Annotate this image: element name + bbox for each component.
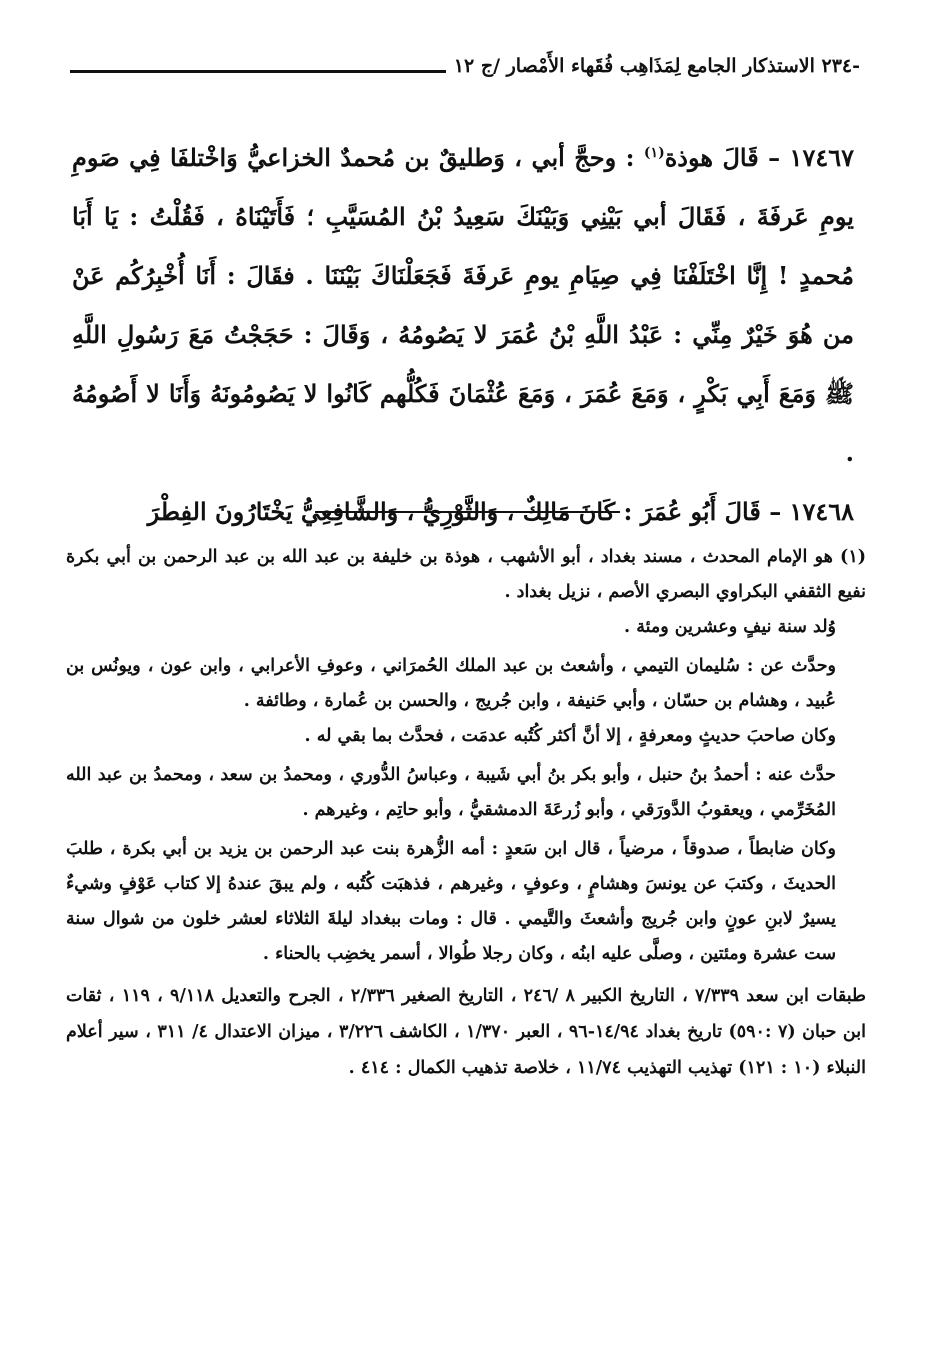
header-rule: [70, 70, 446, 73]
entry-text: : وحجَّ أبي ، وَطليقٌ بن مُحمدٌ الخزاعيُّ وَاخْتلفَا فِي صَومِ يومِ عَرفَةَ ، فَقَالَ أبي بَيْنِي وَبَيْنَكَ سَعِيدُ بْنُ المُسَيَّبِ ؛ فَأَتَيْنَاهُ ، فَقُلْتُ : يَا أَبَا مُحمدٍ ! إِنَّا اخْتَلَفْنَا فِي صِيَامِ يومِ عَرفَةَ فَجَعَلْنَاكَ بَيْنَنَا . فقَالَ : أَنَا أُخْبِرُكُم عَنْ من هُوَ خَيْرٌ مِنِّي : عَبْدُ اللَّهِ بْنُ عُمَرَ لا يَصُومُهُ ، وَقَالَ : حَجَجْتُ مَعَ رَسُولِ اللَّهِ ﷺ وَمَعَ أَبِي بَكْرٍ ، وَمَعَ عُمَرَ ، وَمَعَ عُثْمَانَ فَكُلُّهم كَانُوا لا يَصُومُونَهُ وَأَنَا لا أَصُومُهُ .: [72, 143, 854, 467]
footnote-biography: وكان ضابطاً ، صدوقاً ، مرضياً ، قال ابن سَعدٍ : أمه الزُّهرة بنت عبد الرحمن بن يزيد بن أبي بكرة ، طلبَ الحديثَ ، وكتبَ عن يونسَ وهشامٍ ، وعوفٍ ، وغيرهم ، فذهبَت كُتُبه ، ولم يبقَ عندهُ إلا كتاب عَوْفٍ وشيءٌ يسيرٌ لابنِ عونٍ وابن جُريج وأشعثَ والتَّيمي . قال : ومات ببغداد ليلةَ الثلاثاء لعشر خلون من شوال سنة ست عشرة ومئتين ، وصلَّى عليه ابنُه ، وكان رجلا طُوالا ، أسمر يخضِب بالحناء .: [66, 839, 836, 964]
footnote-separator: [315, 511, 620, 513]
footnote-books: وكان صاحبَ حديثٍ ومعرفةٍ ، إلا أنَّ أكثر كُتُبه عدمَت ، فحدَّث بما بقي له .: [304, 726, 836, 746]
main-text: [72, 128, 854, 541]
footnote-references: طبقات ابن سعد ٧/٣٣٩ ، التاريخ الكبير ٨ /٢٤٦ ، التاريخ الصغير ٢/٣٣٦ ، الجرح والتعديل ٩/١١٨ ، ١١٩ ، ثقات ابن حبان (٧ :٥٩٠) تاريخ بغداد ١٤/٩٤-٩٦ ، العبر ١/٣٧٠ ، الكاشف ٣/٢٢٦ ، ميزان الاعتدال ٤/ ٣١١ ، سير أعلام النبلاء (١٠ : ١٢١) تهذيب التهذيب ١١/٧٤ ، خلاصة تذهيب الكمال : ٤١٤ .: [66, 986, 866, 1078]
footnotes: [66, 540, 866, 1086]
footnote-students: حدَّث عنه : أحمدُ بنُ حنبل ، وأبو بكر بنُ أبي شَيبة ، وعباسُ الدُّوري ، ومحمدُ بن سعد ، ومحمدُ بن عبد الله المُخَرِّمي ، ويعقوبُ الدَّورَقي ، وأبو زُرعَةَ الدمشقيُّ ، وأبو حاتِم ، وغيرهم .: [66, 765, 836, 820]
footnote-reference: (١): [643, 145, 665, 161]
running-header: [70, 46, 860, 86]
entry-17467: [72, 128, 854, 482]
entry-number: ١٧٤٦٨: [789, 497, 854, 526]
header-title: -٢٣٤ الاستذكار الجامع لِمَذَاهِب فُقَهاء الأَمْصار /ج ١٢: [453, 55, 860, 77]
entry-number: ١٧٤٦٧: [789, 143, 854, 172]
footnote-teachers: وحدَّث عن : سُليمان التيمي ، وأشعث بن عبد الملك الحُمرَاني ، وعوفِ الأعرابي ، وابن عون ، ويونُس بن عُبيد ، وهشام بن حسّان ، وأبي حَنيفة ، وابن جُريج ، والحسن بن عُمارة ، وطائفة .: [66, 656, 837, 711]
footnote-birth: وُلد سنة نيفٍ وعشرين ومئة .: [624, 617, 836, 637]
entry-text: – قَالَ أَبُو عُمَرَ : كَانَ مَالِكٌ ، وَالثَّوْرِيُّ ، وَالشَّافِعِيُّ يَخْتَارُونَ الفِطْرَ: [147, 497, 782, 526]
entry-text-start: – قَالَ هوذة: [664, 143, 781, 172]
footnote-intro: (١) هو الإمام المحدث ، مسند بغداد ، أبو الأشهب ، هوذة بن خليفة بن عبد الله بن عبد الرحمن بن أبي بكرة نفيع الثقفي البكراوي البصري الأصم ، نزيل بغداد .: [66, 547, 866, 602]
